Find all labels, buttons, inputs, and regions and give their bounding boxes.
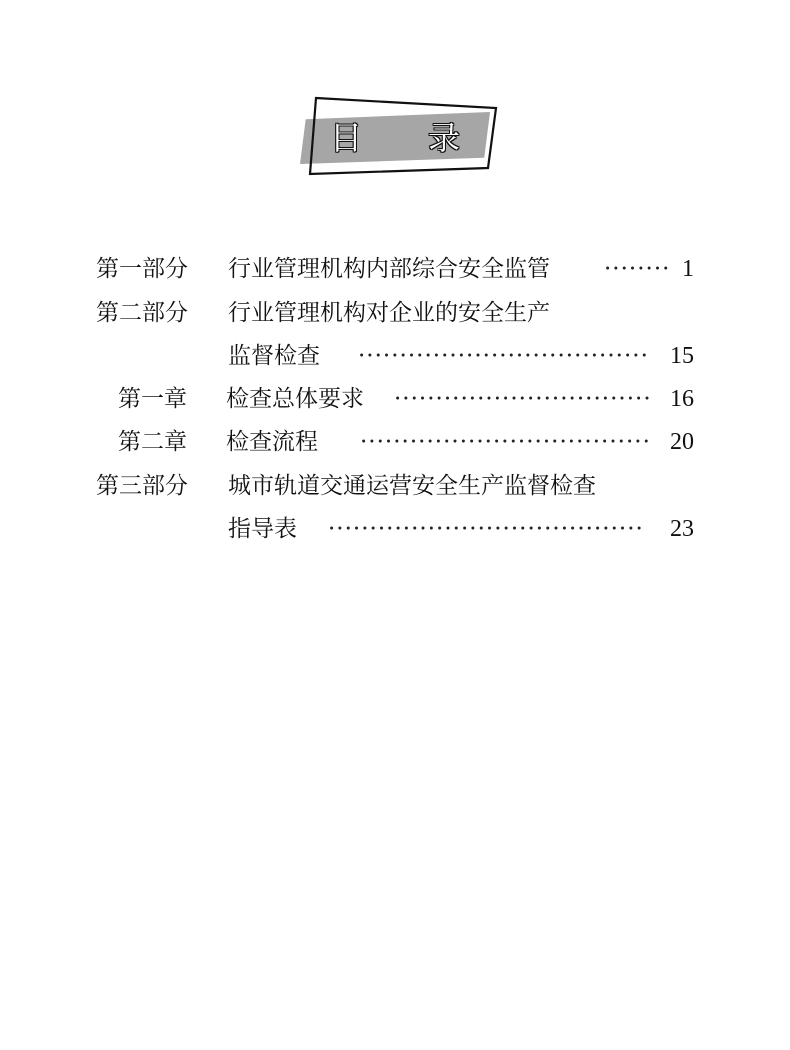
toc-chapter-label: 第一章 <box>118 386 187 412</box>
toc-entry-title: 检查总体要求 <box>226 386 364 412</box>
toc-dot-leader: ······························· <box>394 386 652 412</box>
toc-page-number: 23 <box>670 516 694 542</box>
toc-dot-leader: ··································· <box>360 429 651 455</box>
toc-entry-title: 检查流程 <box>226 429 318 455</box>
toc-entry[interactable] <box>0 425 790 459</box>
toc-chapter-label: 第二章 <box>118 429 187 455</box>
toc-entry-title: 行业管理机构内部综合安全监管 <box>228 256 550 282</box>
toc-entry-title: 指导表 <box>228 516 297 542</box>
toc-entry[interactable] <box>0 512 790 546</box>
toc-entry[interactable] <box>0 252 790 286</box>
toc-entry-title: 监督检查 <box>228 343 320 369</box>
toc-page-number: 15 <box>670 343 694 369</box>
toc-entry[interactable] <box>0 382 790 416</box>
toc-page-number: 1 <box>682 256 694 282</box>
toc-dot-leader: ········ <box>604 256 671 282</box>
toc-entry[interactable] <box>0 469 790 503</box>
toc-page-number: 20 <box>670 429 694 455</box>
toc-part-label: 第三部分 <box>96 473 188 499</box>
toc-part-label: 第二部分 <box>96 300 188 326</box>
heading-char-lu: 录 <box>428 119 461 157</box>
toc-entry[interactable] <box>0 339 790 373</box>
toc-entry[interactable] <box>0 296 790 330</box>
toc-entry-title: 城市轨道交通运营安全生产监督检查 <box>228 473 596 499</box>
heading-char-mu: 目 <box>330 119 363 157</box>
toc-page-number: 16 <box>670 386 694 412</box>
toc-part-label: 第一部分 <box>96 256 188 282</box>
toc-entry-title: 行业管理机构对企业的安全生产 <box>228 300 550 326</box>
toc-dot-leader: ······································ <box>328 516 644 542</box>
toc-dot-leader: ··································· <box>358 343 649 369</box>
